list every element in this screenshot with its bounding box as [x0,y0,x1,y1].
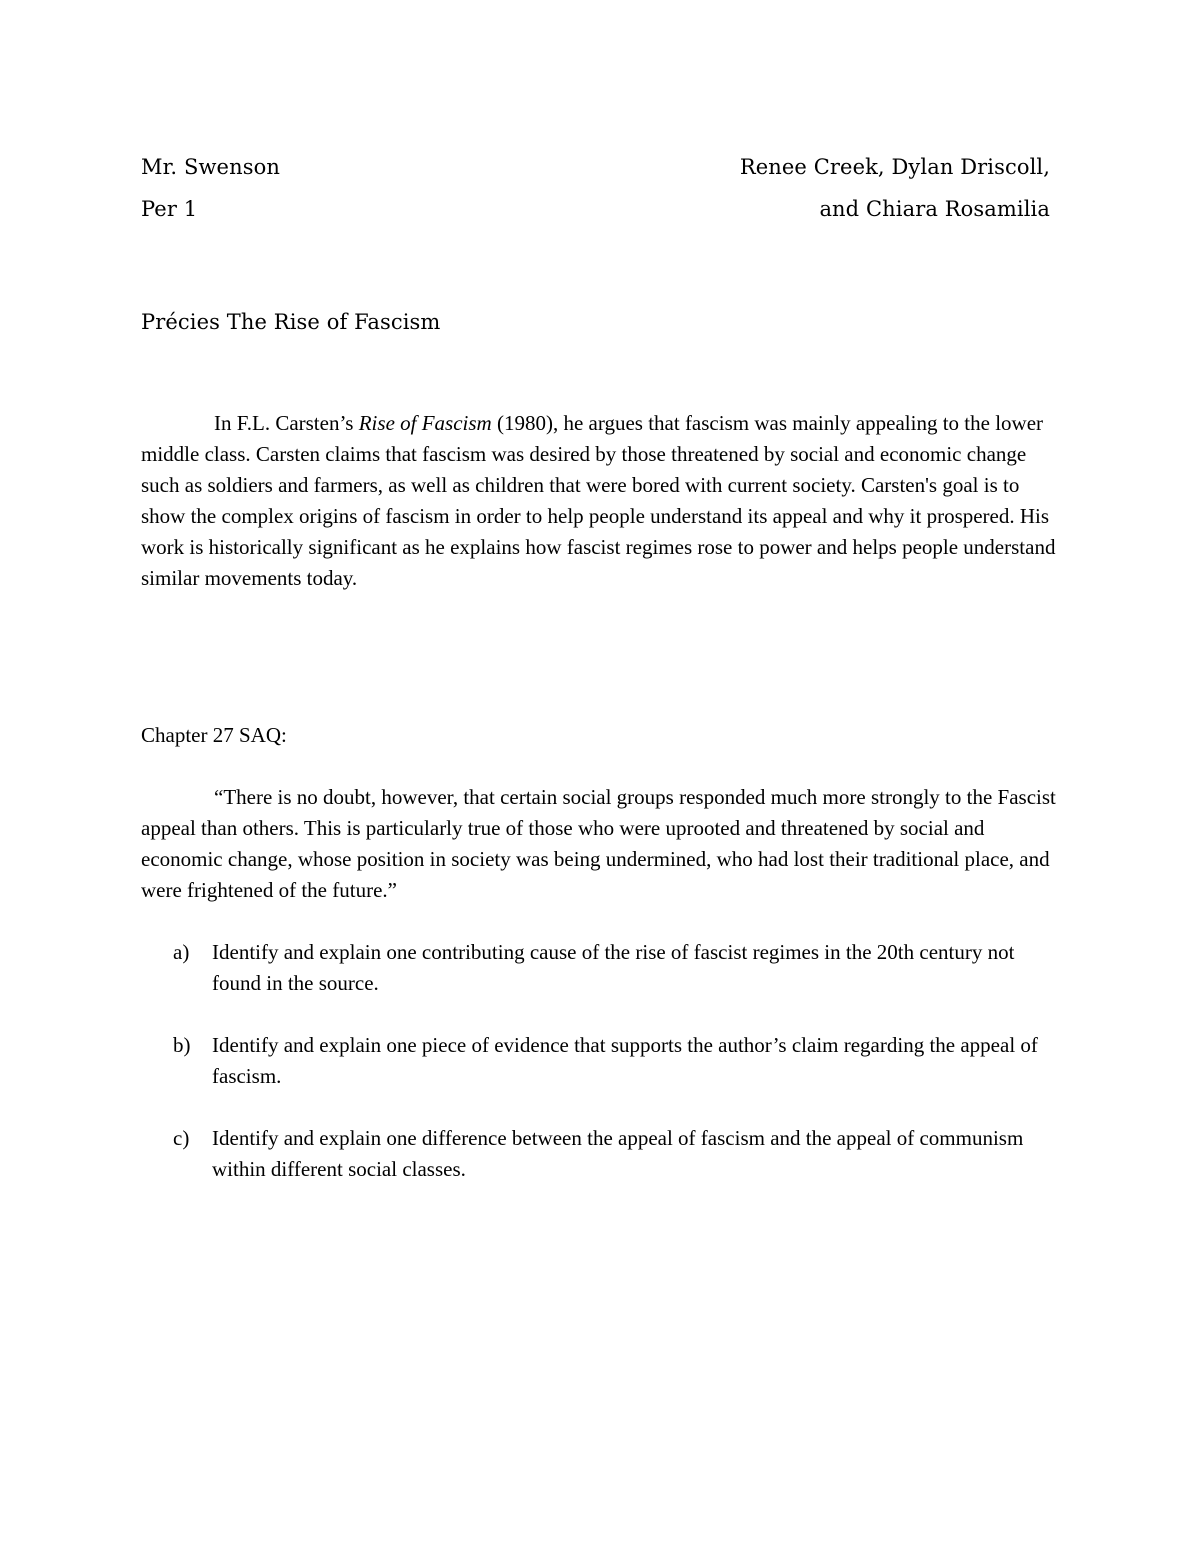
question-a [173,937,1063,999]
question-marker: a) [173,940,190,964]
saq-heading: Chapter 27 SAQ: [141,723,287,747]
saq-quote [141,782,1061,906]
header-right [740,146,1050,230]
book-title: Rise of Fascism [358,411,492,435]
precis-rest: (1980), he argues that fascism was mainly appealing to the lower middle class. Carsten claims that fascism was desired by those threatened by social and economic change such as soldiers and farmers, as well as children that were bored with current society. Carsten's goal is to show the complex origins of fascism in order to help people understand its appeal and why it prospered. His work is historically significant as he explains how fascist regimes rose to power and helps people understand similar movements today. [141,411,1056,590]
precis-lead: In F.L. Carsten’s [214,411,359,435]
precis-paragraph [141,408,1061,594]
saq-questions [173,937,1063,1216]
question-text: Identify and explain one contributing cause of the rise of fascist regimes in the 20th century not found in the source. [212,940,1015,995]
question-b [173,1030,1063,1092]
question-c [173,1123,1063,1185]
question-marker: b) [173,1033,191,1057]
teacher-name: Mr. Swenson [141,155,280,179]
question-text: Identify and explain one piece of evidence that supports the author’s claim regarding the appeal of fascism. [212,1033,1038,1088]
document-title: Précies The Rise of Fascism [141,310,441,334]
class-period: Per 1 [141,197,198,221]
quote-text: “There is no doubt, however, that certain social groups responded much more strongly to the Fascist appeal than others. This is particularly true of those who were uprooted and threatened by social and economic change, whose position in society was being undermined, who had lost their traditional place, and were frightened of the future.” [141,785,1056,902]
authors-line-2: and Chiara Rosamilia [819,197,1050,221]
question-marker: c) [173,1126,190,1150]
header-left [141,146,280,230]
question-text: Identify and explain one difference between the appeal of fascism and the appeal of communism within different social classes. [212,1126,1024,1181]
authors-line-1: Renee Creek, Dylan Driscoll, [739,155,1050,179]
